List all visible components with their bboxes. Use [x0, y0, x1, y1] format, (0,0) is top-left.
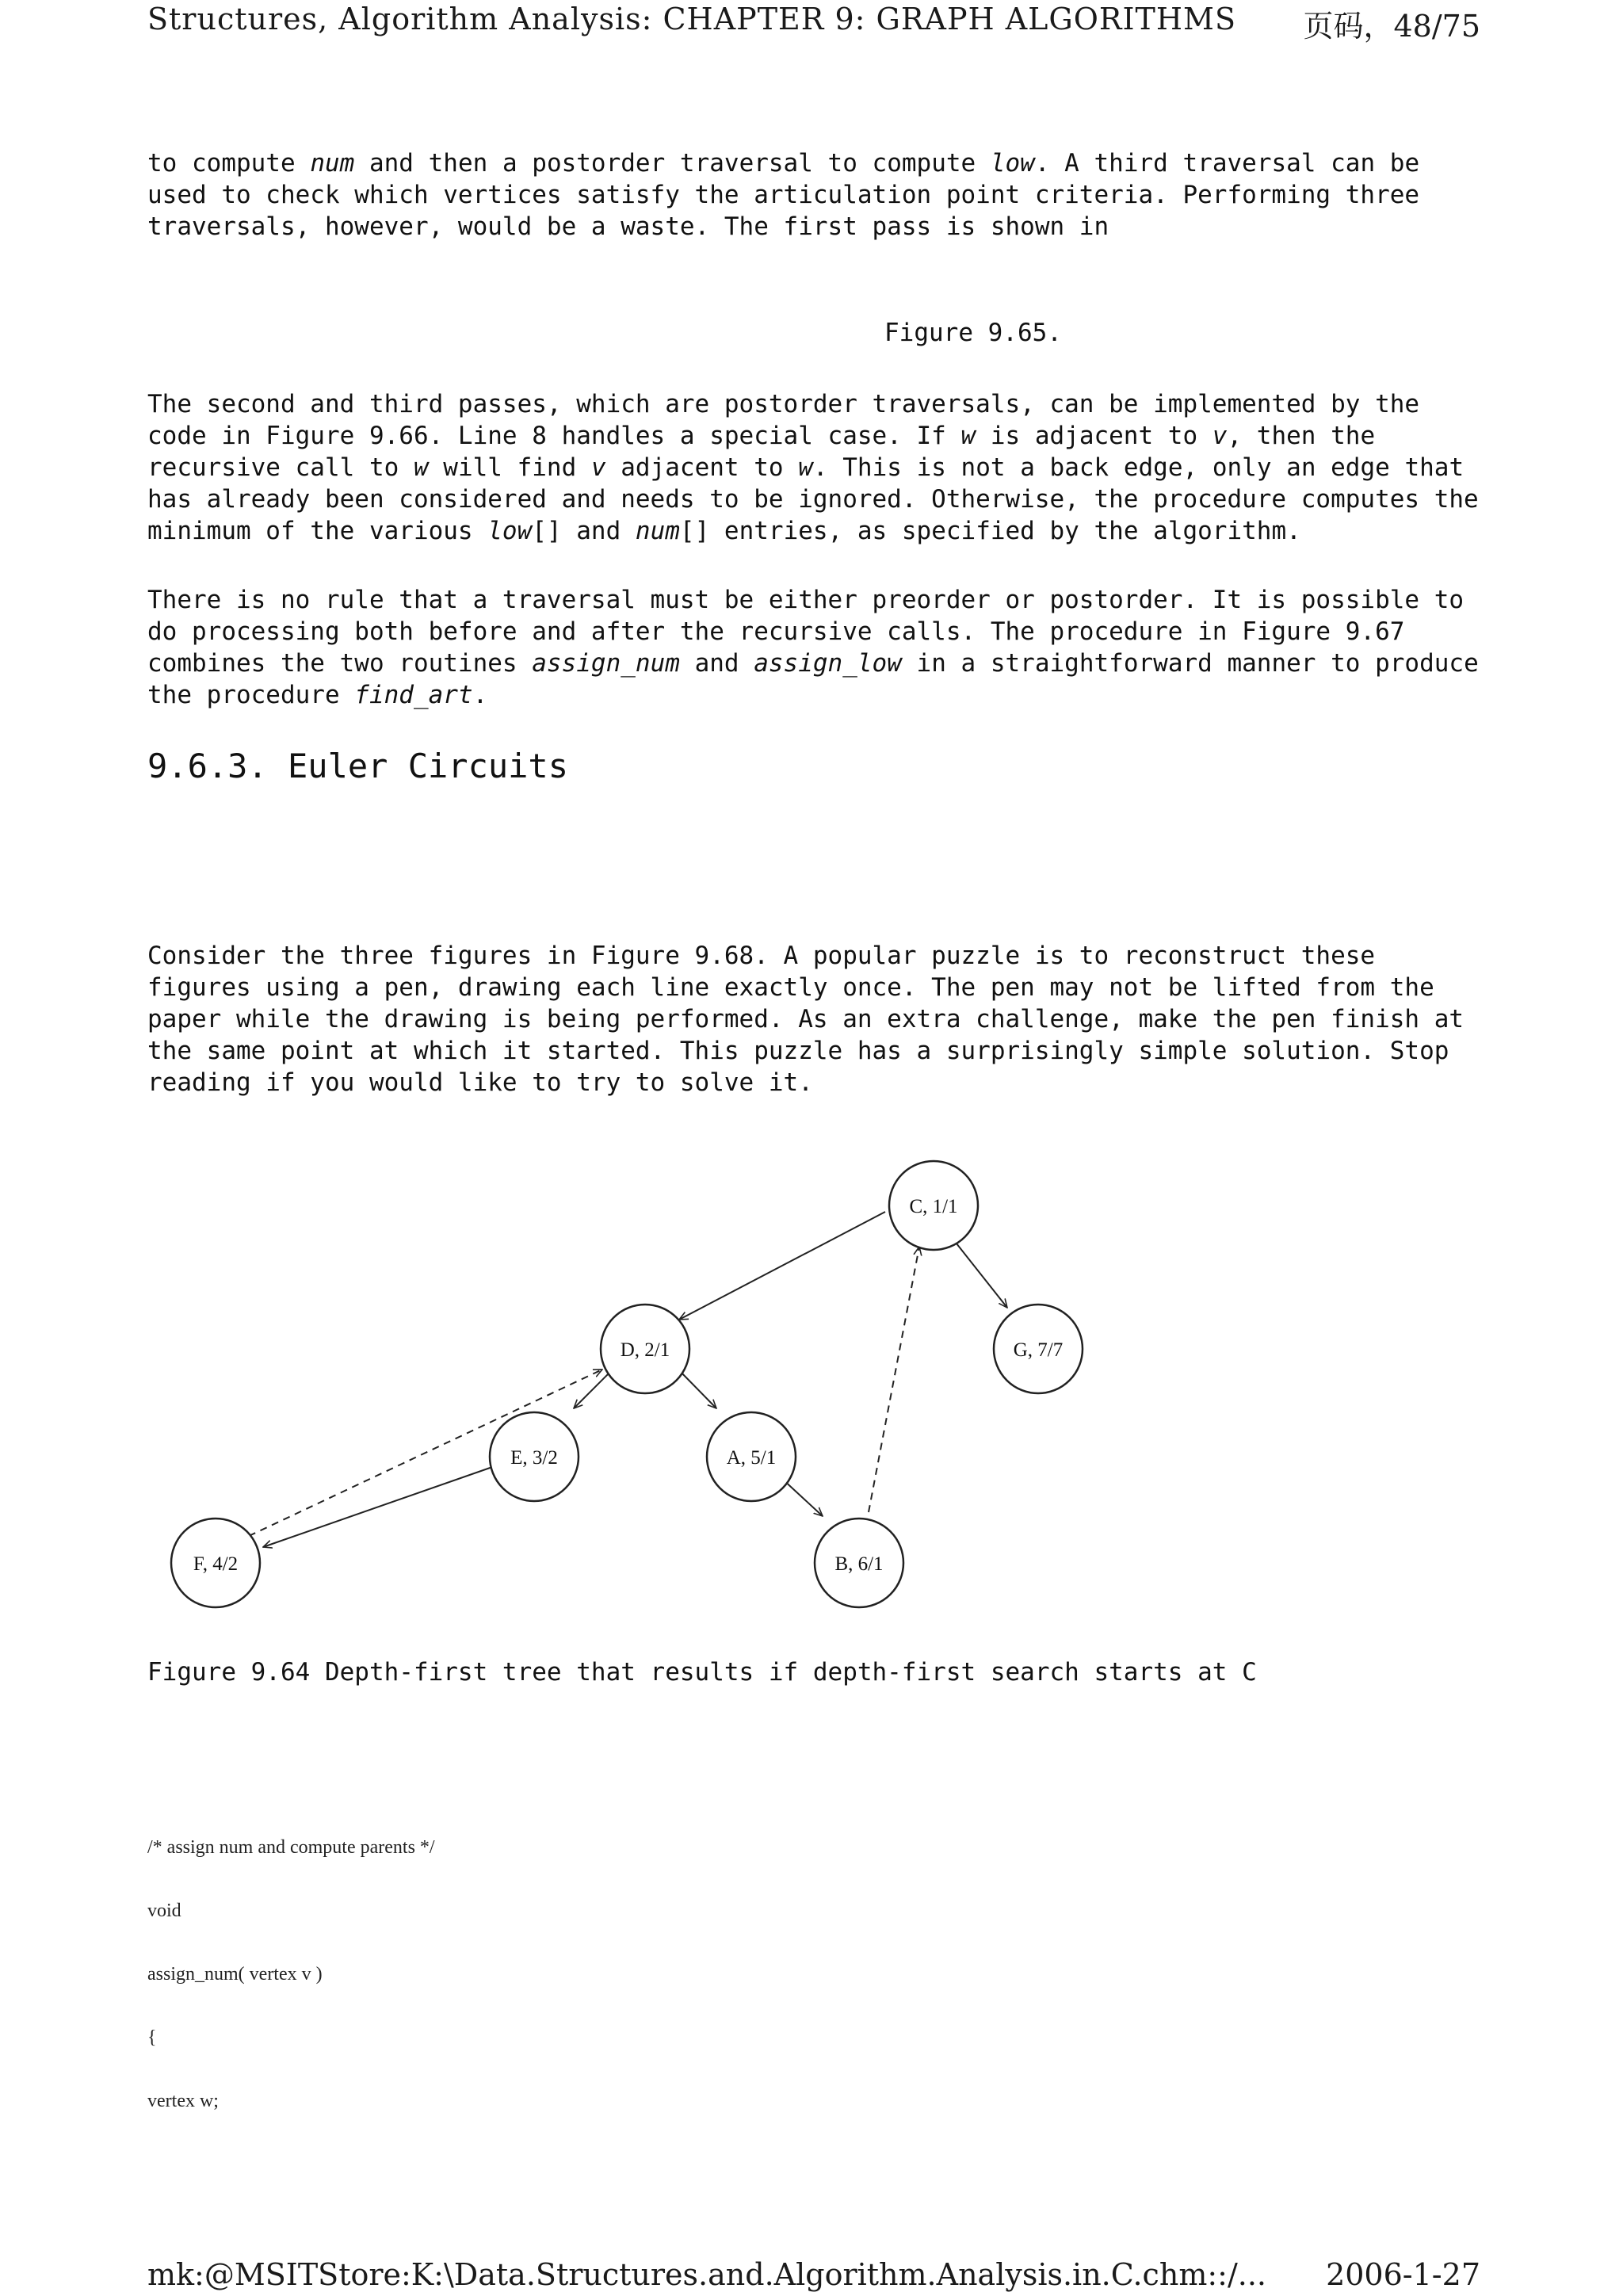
text: There is no rule that a traversal must be either preorder or postorder. It is possible to do processing both before and after the recursive calls. The procedure in Figure 9.67 combines the two routines: [147, 586, 1465, 678]
text: and then a postorder traversal to compute: [354, 149, 991, 178]
dfs-tree-diagram: [147, 1141, 1114, 1609]
text: [] entries, as specified by the algorithm.: [679, 517, 1301, 545]
header-title: Structures, Algorithm Analysis: CHAPTER 9: GRAPH ALGORITHMS: [147, 2, 1236, 36]
text: .: [472, 681, 488, 709]
footer-path: mk:@MSITStore:K:\Data.Structures.and.Algorithm.Analysis.in.C.chm::/...: [147, 2257, 1266, 2292]
text: and: [679, 649, 754, 678]
node-g-label: G, 7/7: [1013, 1339, 1064, 1361]
text: adjacent to: [605, 453, 799, 482]
code-line: assign_num( vertex v ): [147, 1964, 323, 1985]
text: in a straightforward manner to produce the procedure: [147, 649, 1479, 709]
text: [] and: [532, 517, 636, 545]
italic-term: find_art: [354, 681, 473, 709]
italic-term: w: [798, 453, 813, 482]
paragraph-euler-puzzle: Consider the three figures in Figure 9.68. A popular puzzle is to reconstruct these figures using a pen, drawing each line exactly once. The pen may not be lifted from the paper while the drawing is being performed. As an extra challenge, make the pen finish at the same point at which it started. This puzzle has a surprisingly simple solution. Stop reading if you would like to try to solve it.: [147, 942, 1465, 1097]
page-number: 页码，48/75: [1303, 9, 1480, 44]
code-line: /* assign num and compute parents */: [147, 1837, 435, 1858]
italic-term: w: [413, 453, 429, 482]
text: is adjacent to: [976, 422, 1212, 450]
italic-term: assign_low: [754, 649, 902, 678]
italic-term: low: [487, 517, 533, 545]
italic-term: num: [635, 517, 680, 545]
node-b-label: B, 6/1: [834, 1553, 884, 1575]
paragraph-postorder: [147, 388, 1479, 547]
text: to compute: [147, 149, 311, 178]
edge-e-f: [263, 1465, 497, 1547]
section-heading: 9.6.3. Euler Circuits: [147, 747, 569, 785]
code-line: void: [147, 1901, 181, 1921]
node-a-label: A, 5/1: [726, 1447, 777, 1469]
italic-term: assign_num: [532, 649, 680, 678]
italic-term: num: [310, 149, 355, 178]
italic-term: low: [990, 149, 1035, 178]
text: The second and third passes, which are postorder traversals, can be implemented by the code in Figure 9.66. Line 8 handles a special case. If: [147, 390, 1420, 450]
figure-caption: Figure 9.64 Depth-first tree that results if depth-first search starts at C: [147, 1658, 1257, 1687]
node-c-label: C, 1/1: [909, 1196, 958, 1217]
text: . A third traversal can be used to check which vertices satisfy the articulation point criteria. Performing three traversals, however, would be a waste. The first pass is shown in: [147, 149, 1420, 241]
code-line: vertex w;: [147, 2091, 219, 2111]
footer-date: 2006-1-27: [1326, 2257, 1480, 2292]
back-edge-b-c: [869, 1247, 919, 1512]
node-d-label: D, 2/1: [620, 1339, 670, 1361]
italic-term: w: [960, 422, 976, 450]
italic-term: v: [1212, 422, 1228, 450]
edge-c-g: [953, 1240, 1007, 1308]
figure-reference: Figure 9.65.: [884, 319, 1062, 347]
node-f-label: F, 4/2: [193, 1553, 239, 1575]
text: , then the recursive call to: [147, 422, 1376, 482]
paragraph-traversal-rule: [147, 584, 1479, 711]
dfs-tree-figure: [147, 1141, 1114, 1609]
code-line: {: [147, 2027, 157, 2048]
node-e-label: E, 3/2: [510, 1447, 558, 1469]
text: will find: [428, 453, 591, 482]
edge-c-d: [679, 1212, 885, 1320]
paragraph-intro: [147, 147, 1479, 243]
text: . This is not a back edge, only an edge that has already been considered and needs to be ignored. Otherwise, the procedure computes the minimum of the various: [147, 453, 1479, 545]
italic-term: v: [590, 453, 606, 482]
